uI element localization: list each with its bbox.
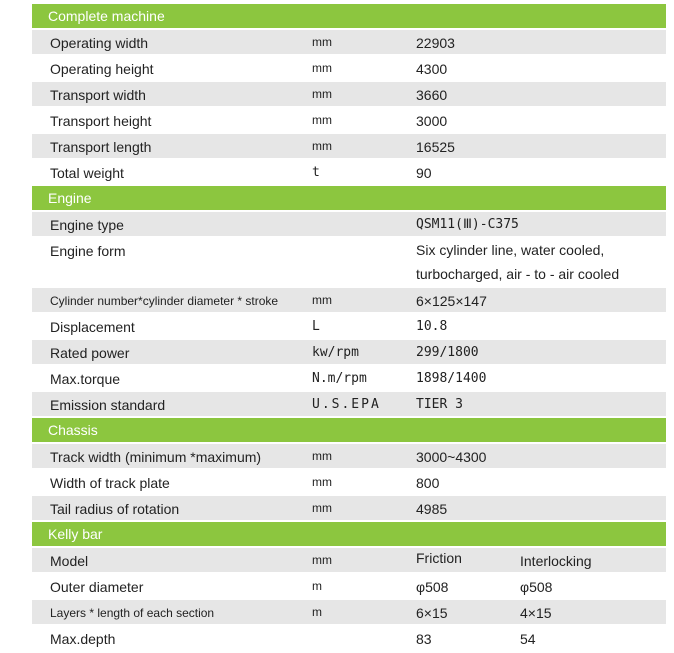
- spec-unit: mm: [312, 61, 332, 75]
- spec-value: 3660: [416, 87, 448, 103]
- table-row: [32, 134, 666, 160]
- spec-name: Width of track plate: [50, 475, 170, 491]
- spec-name: Engine form: [50, 243, 126, 259]
- spec-name: Layers * length of each section: [50, 606, 215, 620]
- spec-unit: mm: [312, 113, 332, 127]
- table-row: [32, 238, 666, 288]
- spec-name: Transport length: [50, 139, 152, 155]
- spec-unit: U.S.EPA: [312, 397, 381, 412]
- spec-value: 4985: [416, 501, 448, 517]
- spec-value: 299/1800: [416, 345, 479, 360]
- spec-unit: kw/rpm: [312, 345, 359, 360]
- section-header-complete-machine: Complete machine: [32, 4, 666, 30]
- spec-value-line: Six cylinder line, water cooled,: [416, 242, 605, 258]
- spec-value: 800: [416, 475, 440, 491]
- spec-name: Transport height: [50, 113, 152, 129]
- spec-value-2: Interlocking: [520, 553, 592, 569]
- spec-value-2: φ508: [520, 579, 553, 595]
- spec-value-2: 4×15: [520, 605, 552, 621]
- spec-name: Emission standard: [50, 397, 166, 413]
- spec-name: Displacement: [50, 319, 135, 335]
- spec-name: Total weight: [50, 165, 124, 181]
- spec-value: 22903: [416, 35, 455, 51]
- spec-value: TIER 3: [416, 397, 463, 412]
- spec-value: QSM11(Ⅲ)-C375: [416, 217, 519, 232]
- table-row: [32, 626, 666, 652]
- spec-value: [416, 238, 656, 286]
- table-row: [32, 548, 666, 574]
- spec-value: 1898/1400: [416, 371, 487, 386]
- section-header-kelly-bar: Kelly bar: [32, 522, 666, 548]
- spec-unit: N.m/rpm: [312, 371, 367, 386]
- spec-value-2: 54: [520, 631, 536, 647]
- table-row: [32, 340, 666, 366]
- spec-unit: mm: [312, 475, 332, 489]
- table-row: [32, 444, 666, 470]
- table-row: [32, 108, 666, 134]
- spec-unit: L: [312, 319, 320, 334]
- spec-value: 10.8: [416, 319, 448, 334]
- spec-unit: mm: [312, 501, 332, 515]
- spec-value: 16525: [416, 139, 455, 155]
- spec-value: 3000~4300: [416, 449, 487, 465]
- table-row: [32, 160, 666, 186]
- spec-name: Max.torque: [50, 371, 121, 387]
- table-row: [32, 496, 666, 522]
- spec-value: 83: [416, 631, 432, 647]
- spec-name: Max.depth: [50, 631, 116, 647]
- spec-name: Rated power: [50, 345, 130, 361]
- spec-name: Track width (minimum *maximum): [50, 449, 262, 465]
- spec-unit: mm: [312, 293, 332, 307]
- spec-unit: mm: [312, 139, 332, 153]
- spec-table: [32, 4, 666, 652]
- spec-name: Operating width: [50, 35, 149, 51]
- table-row: [32, 470, 666, 496]
- spec-value: 3000: [416, 113, 448, 129]
- spec-value: 4300: [416, 61, 448, 77]
- spec-unit: t: [312, 165, 320, 180]
- spec-unit: m: [312, 605, 322, 619]
- spec-name: Engine type: [50, 217, 124, 233]
- table-row: [32, 212, 666, 238]
- spec-name: Tail radius of rotation: [50, 501, 180, 517]
- spec-value: Friction: [416, 550, 462, 566]
- table-row: [32, 56, 666, 82]
- table-row: [32, 392, 666, 418]
- table-row: [32, 314, 666, 340]
- spec-unit: mm: [312, 553, 332, 567]
- spec-name: Cylinder number*cylinder diameter * stroke: [50, 294, 279, 308]
- spec-name: Operating height: [50, 61, 154, 77]
- table-row: [32, 366, 666, 392]
- section-header-chassis: Chassis: [32, 418, 666, 444]
- spec-unit: mm: [312, 35, 332, 49]
- table-row: [32, 82, 666, 108]
- spec-unit: mm: [312, 449, 332, 463]
- table-row: [32, 288, 666, 314]
- table-row: [32, 600, 666, 626]
- spec-value: 6×15: [416, 605, 448, 621]
- spec-name: Outer diameter: [50, 579, 144, 595]
- table-row: [32, 574, 666, 600]
- spec-value: 90: [416, 165, 432, 181]
- spec-value-line: turbocharged, air - to - air cooled: [416, 266, 620, 282]
- spec-name: Model: [50, 553, 89, 569]
- spec-value: 6×125×147: [416, 293, 487, 309]
- spec-name: Transport width: [50, 87, 146, 103]
- table-row: [32, 30, 666, 56]
- spec-value: φ508: [416, 579, 449, 595]
- section-header-engine: Engine: [32, 186, 666, 212]
- spec-unit: m: [312, 579, 322, 593]
- spec-unit: mm: [312, 87, 332, 101]
